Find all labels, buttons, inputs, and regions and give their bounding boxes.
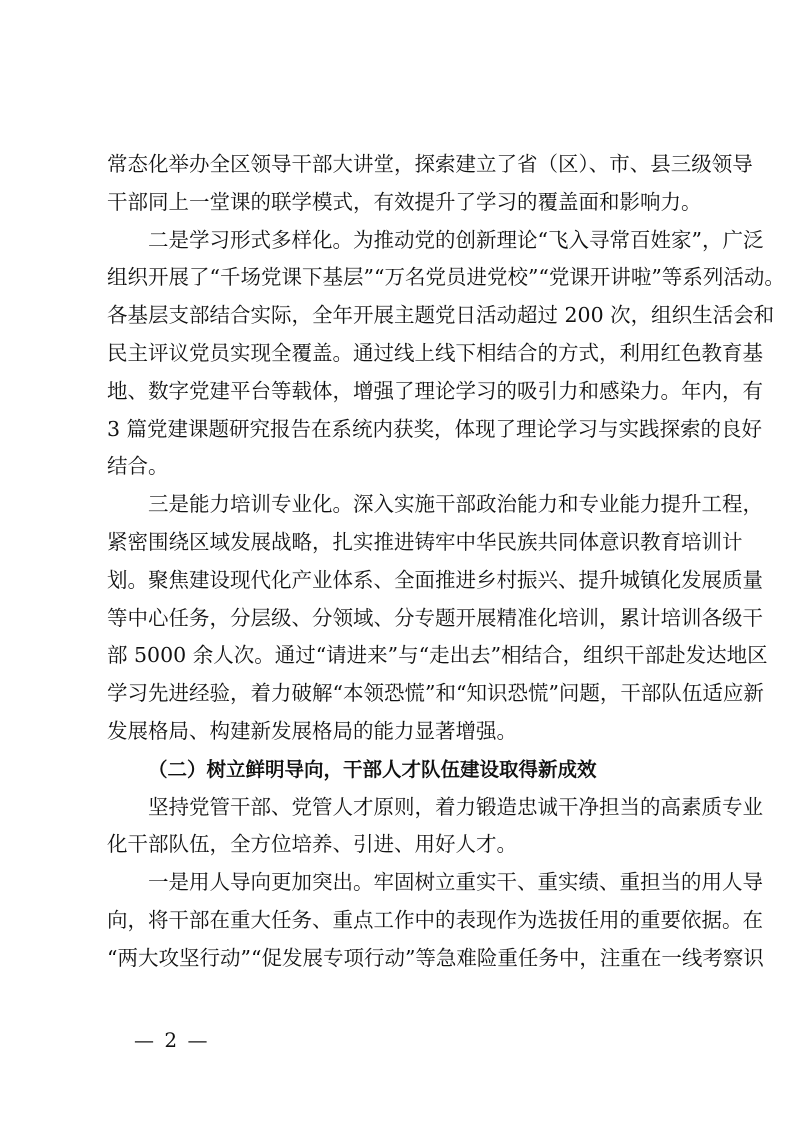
text-line: 民主评议党员实现全覆盖。通过线上线下相结合的方式，利用红色教育基 — [107, 340, 763, 365]
text-line: 干部同上一堂课的联学模式，有效提升了学习的覆盖面和影响力。 — [107, 189, 702, 214]
text-line: 学习先进经验，着力破解“本领恐慌”和“知识恐慌”问题，干部队伍适应新 — [107, 681, 764, 706]
text-line: 常态化举办全区领导干部大讲堂，探索建立了省（区）、市、县三级领导 — [107, 152, 753, 176]
section-heading: （二）树立鲜明导向，干部人才队伍建设取得新成效 — [148, 757, 597, 781]
page-number: — 2 — — [134, 1028, 210, 1052]
text-line: 部 5000 余人次。通过“请进来”与“走出去”相结合，组织干部赴发达地区 — [107, 643, 768, 668]
text-line: 向，将干部在重大任务、重点工作中的表现作为选拔任用的重要依据。在 — [107, 907, 763, 932]
text-line: 划。聚焦建设现代化产业体系、全面推进乡村振兴、提升城镇化发展质量 — [107, 567, 763, 592]
text-line: 各基层支部结合实际，全年开展主题党日活动超过 200 次，组织生活会和 — [107, 303, 775, 328]
text-line: 化干部队伍，全方位培养、引进、用好人才。 — [107, 832, 517, 857]
text-line: “两大攻坚行动”“促发展专项行动”等急难险重任务中，注重在一线考察识 — [107, 945, 764, 970]
paragraph-start-line: 一是用人导向更加突出。牢固树立重实干、重实绩、重担当的用人导 — [148, 870, 763, 895]
text-line: 3 篇党建课题研究报告在系统内获奖，体现了理论学习与实践探索的良好 — [107, 416, 763, 441]
paragraph-start-line: 二是学习形式多样化。为推动党的创新理论“飞入寻常百姓家”，广泛 — [148, 227, 764, 252]
paragraph-start-line: 坚持党管干部、党管人才原则，着力锻造忠诚干净担当的高素质专业 — [148, 794, 763, 819]
text-line: 发展格局、构建新发展格局的能力显著增强。 — [107, 718, 517, 743]
text-line: 地、数字党建平台等载体，增强了理论学习的吸引力和感染力。年内，有 — [107, 378, 763, 403]
paragraph-start-line: 三是能力培训专业化。深入实施干部政治能力和专业能力提升工程， — [148, 492, 763, 517]
text-line: 紧密围绕区域发展战略，扎实推进铸牢中华民族共同体意识教育培训计 — [107, 529, 743, 554]
text-line: 等中心任务，分层级、分领域、分专题开展精准化培训，累计培训各级干 — [107, 605, 763, 630]
text-line: 组织开展了“千场党课下基层”“万名党员进党校”“党课开讲啦”等系列活动。 — [107, 265, 785, 290]
text-line: 结合。 — [107, 454, 169, 479]
document-body — [107, 146, 785, 978]
